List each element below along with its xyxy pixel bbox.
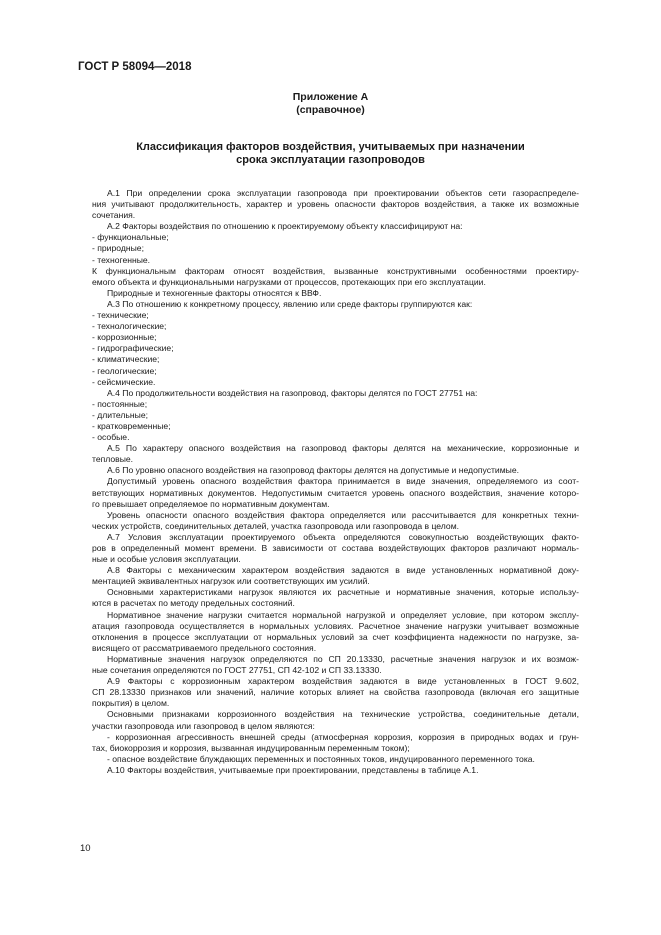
text-line: ния учитывают продолжительность, характер и уровень опасности факторов воздействия, а также их возможные bbox=[92, 199, 579, 210]
text-line: А.5 По характеру опасного воздействия на газопровод факторы делятся на механические, коррозионные и bbox=[107, 443, 579, 454]
text-line: покрытия) в целом. bbox=[92, 698, 170, 709]
body-text bbox=[92, 188, 579, 776]
text-line: Нормативные значения нагрузок определяются по СП 20.13330, расчетные значения нагрузок и их возмож- bbox=[107, 653, 579, 664]
text-line: А.2 Факторы воздействия по отношению к проектируемому объекту классифицируют на: bbox=[107, 221, 463, 232]
text-line: ные сочетания определяются по ГОСТ 27751, СП 42-102 и СП 33.13330. bbox=[92, 665, 382, 676]
text-line: - особые. bbox=[92, 432, 130, 443]
text-line: А.7 Условия эксплуатации проектируемого объекта определяются совокупностью воздействующих факто- bbox=[107, 531, 579, 542]
appendix-heading bbox=[0, 91, 661, 117]
text-line: - коррозионная агрессивность внешней среды (атмосферная коррозия, коррозия в природных водах и грун- bbox=[107, 731, 579, 742]
text-line: ветствующих нормативных документов. Недопустимым считается уровень опасного воздействия, значение которо- bbox=[92, 487, 579, 498]
text-line: - кратковременные; bbox=[92, 420, 171, 431]
text-line: - природные; bbox=[92, 243, 144, 254]
text-line: Уровень опасности опасного воздействия фактора определяется или рассчитывается для конкретных техни- bbox=[107, 509, 579, 520]
text-line: А.10 Факторы воздействия, учитываемые при проектировании, представлены в таблице А.1. bbox=[107, 764, 479, 775]
document-header: ГОСТ Р 58094—2018 bbox=[78, 61, 192, 73]
text-line: - технологические; bbox=[92, 321, 167, 332]
text-line: - длительные; bbox=[92, 409, 148, 420]
text-line: А.4 По продолжительности воздействия на газопровод, факторы делятся по ГОСТ 27751 на: bbox=[107, 387, 478, 398]
text-line: - гидрографические; bbox=[92, 343, 174, 354]
text-line: ные и особые условия эксплуатации. bbox=[92, 554, 241, 565]
appendix-type: (справочное) bbox=[296, 104, 365, 116]
text-line: А.1 При определении срока эксплуатации газопровода при проектировании объектов сети газораспределе- bbox=[107, 188, 579, 198]
text-line: тепловые. bbox=[92, 454, 134, 465]
text-line: А.9 Факторы с коррозионным характером воздействия задаются в виде установленных в ГОСТ 9.602, bbox=[107, 676, 579, 687]
section-title-line: срока эксплуатации газопроводов bbox=[236, 154, 425, 166]
appendix-label: Приложение А bbox=[292, 91, 369, 103]
text-line: ются в расчетах по методу предельных состояний. bbox=[92, 598, 295, 609]
text-line: Основными признаками коррозионного воздействия на технические устройства, соединительные детали, bbox=[107, 709, 579, 720]
text-line: Природные и техногенные факторы относятся к ВВФ. bbox=[107, 287, 322, 298]
text-line: - геологические; bbox=[92, 365, 157, 376]
text-line: - сейсмические. bbox=[92, 376, 156, 387]
text-line: А.6 По уровню опасного воздействия на газопровод факторы делятся на допустимые и недопустимые. bbox=[107, 465, 519, 476]
text-line: А.3 По отношению к конкретному процессу, явлению или среде факторы группируются как: bbox=[107, 298, 473, 309]
text-line: сочетания. bbox=[92, 210, 136, 221]
text-line: ров в определенный момент времени. В зависимости от состава воздействующих факторов различают нормаль- bbox=[92, 543, 579, 553]
text-line: го превышает определяемое по нормативным документам. bbox=[92, 498, 330, 509]
text-line: ментацией эквивалентных нагрузок или соответствующих им усилий. bbox=[92, 576, 370, 587]
text-line: Допустимый уровень опасного воздействия фактора принимается в виде значения, определяемого из соот- bbox=[107, 476, 579, 487]
section-title bbox=[0, 141, 661, 167]
text-line: СП 28.13330 признаков или значений, наличие которых влияет на свойства газопровода (включая его защитные bbox=[92, 687, 579, 698]
text-line: Основными характеристиками нагрузок являются их расчетные и нормативные значения, которые использу- bbox=[107, 587, 579, 598]
text-line: - технические; bbox=[92, 310, 149, 321]
text-line: - опасное воздействие блуждающих переменных и постоянных токов, индуцированного переменного тока. bbox=[107, 753, 535, 764]
text-line: - функциональные; bbox=[92, 232, 169, 243]
text-line: А.8 Факторы с механическим характером воздействия задаются в виде установленных нормативной доку- bbox=[107, 565, 579, 576]
text-line: - техногенные. bbox=[92, 254, 151, 265]
section-title-line: Классификация факторов воздействия, учитываемых при назначении bbox=[136, 141, 525, 153]
page-number: 10 bbox=[80, 843, 91, 854]
text-line: - климатические; bbox=[92, 354, 160, 365]
text-line: атация газопровода осуществляется в нормальных условиях. Расчетное значение нагрузки учитывает возможные bbox=[92, 620, 579, 631]
text-line: висящего от рассматриваемого предельного состояния. bbox=[92, 642, 317, 653]
text-line: Нормативное значение нагрузки считается нормальной нагрузкой и определяет условие, при котором эксплу- bbox=[107, 609, 579, 620]
text-line: - постоянные; bbox=[92, 398, 148, 409]
text-line: отклонения в процессе эксплуатации от нормальных условий за счет коэффициента надежности по нагрузке, за- bbox=[92, 631, 579, 642]
text-line: участки газопровода или газопровод в целом являются: bbox=[92, 720, 315, 731]
text-line: - коррозионные; bbox=[92, 332, 157, 343]
text-line: тах, биокоррозия и коррозия, вызванная индуцированным переменным током); bbox=[92, 742, 410, 753]
text-line: К функциональным факторам относят воздействия, вызванные конструктивными особенностями проектиру- bbox=[92, 265, 579, 276]
text-line: емого объекта и функциональными нагрузками от процессов, протекающих при его эксплуатации. bbox=[92, 276, 486, 287]
text-line: ческих устройств, соединительных деталей, участка газопровода или газопровода в целом. bbox=[92, 520, 459, 531]
